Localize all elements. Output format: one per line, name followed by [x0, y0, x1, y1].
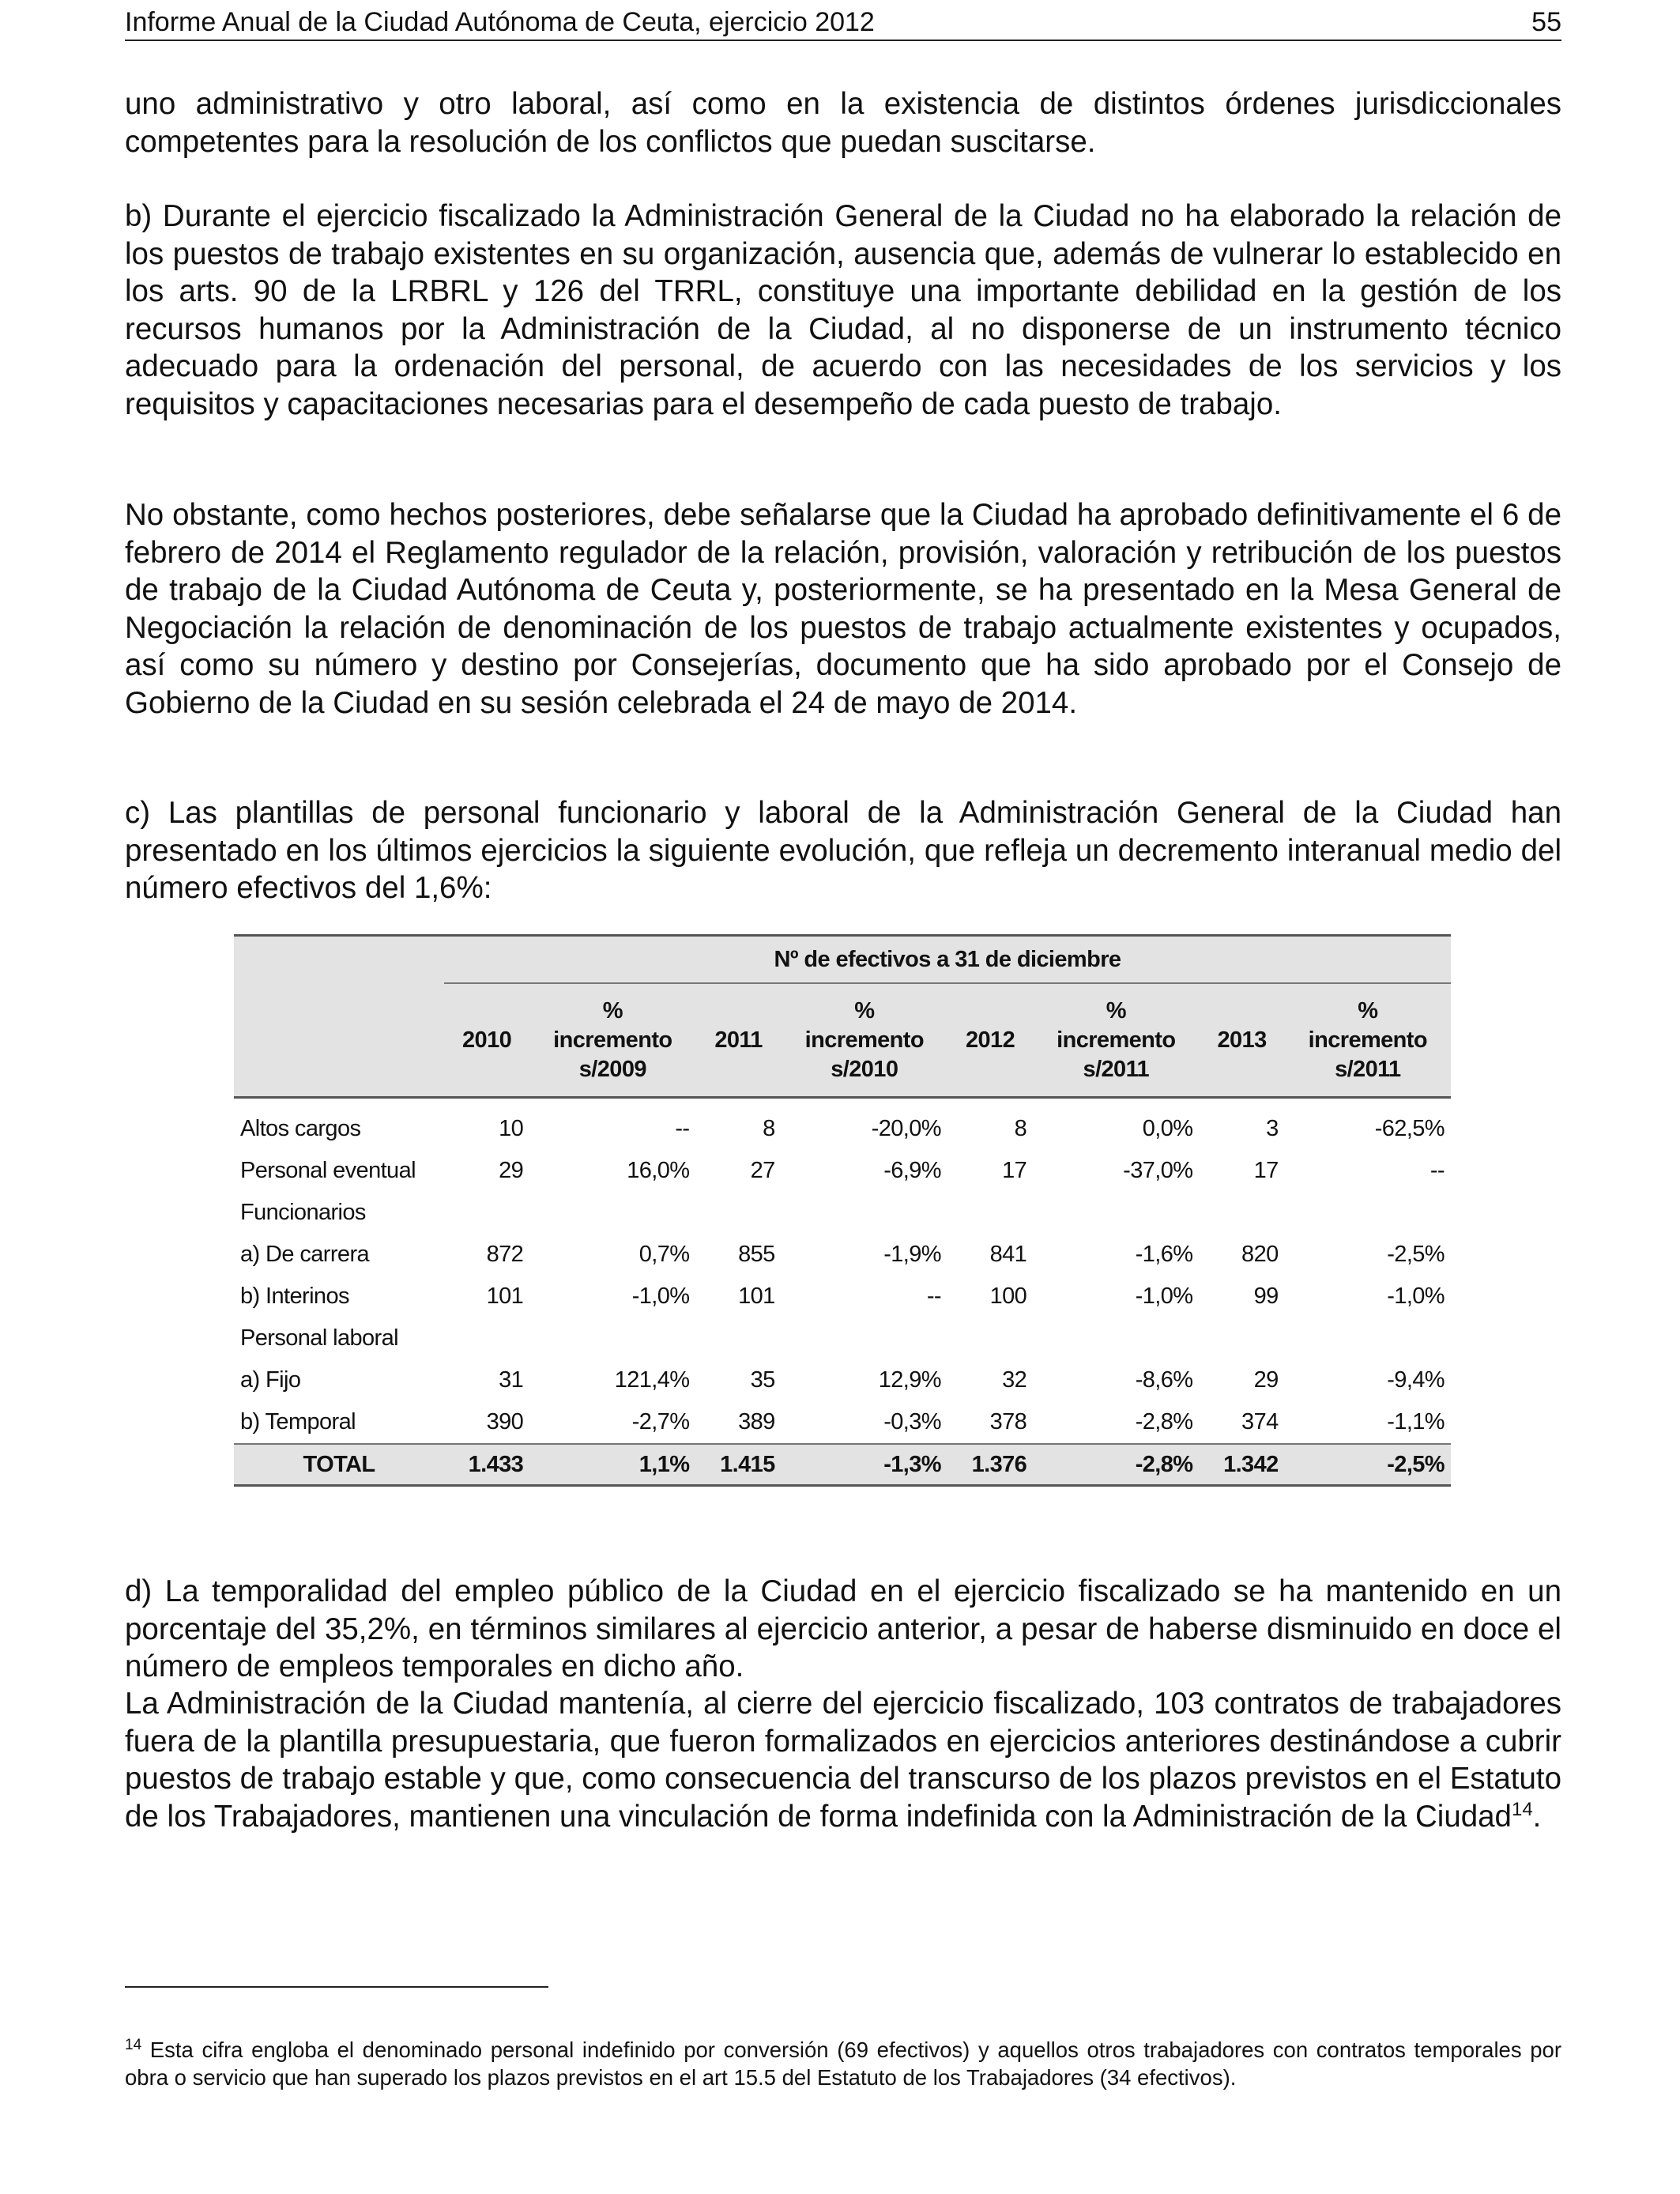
table-cell: 101 — [486, 1284, 524, 1309]
column-header-line: % — [602, 997, 623, 1023]
table-cell: 17 — [1002, 1158, 1027, 1183]
total-cell: -1,3% — [782, 1444, 947, 1486]
group-header: Nº de efectivos a 31 de diciembre — [444, 936, 1451, 984]
row-label: b) Temporal — [240, 1409, 356, 1434]
table-cell: -1,0% — [1387, 1284, 1445, 1309]
table-cell — [1285, 1318, 1451, 1359]
table-cell: 855 — [738, 1242, 775, 1267]
table-cell: 100 — [989, 1284, 1027, 1309]
table-cell — [695, 1192, 781, 1234]
table-cell — [947, 1318, 1033, 1359]
table-header — [234, 936, 1451, 1098]
column-header-line: incremento — [1057, 1027, 1176, 1053]
table-cell: 17 — [1253, 1158, 1279, 1183]
table-cell: 374 — [1241, 1409, 1279, 1434]
table-cell — [444, 1192, 529, 1234]
table-row — [234, 1108, 1451, 1150]
total-cell: 1,1% — [529, 1444, 695, 1486]
table-cell — [1199, 1318, 1284, 1359]
paragraph-b: b) Durante el ejercicio fiscalizado la Administración General de la Ciudad no ha elaborado la relación de los puestos de trabajo existentes en su organización, ausencia que, además de vulnerar lo establecido en los arts. 90 de la LRBRL y 126 del TRRL, constituye una importante debilidad en la gestión de los recursos humanos por la Administración de la Ciudad, al no disponerse de un instrumento técnico adecuado para la ordenación del personal, de acuerdo con las necesidades de los servicios y los requisitos y capacitaciones necesarias para el desempeño de cada puesto de trabajo. — [125, 199, 1561, 421]
column-header-line: s/2011 — [1335, 1056, 1401, 1082]
column-header — [782, 983, 947, 1098]
table-cell: 101 — [738, 1284, 775, 1309]
table-cell: 99 — [1253, 1284, 1279, 1309]
column-header — [1033, 983, 1199, 1098]
table-body — [234, 1098, 1451, 1486]
column-header-line: s/2009 — [578, 1056, 646, 1082]
row-label: Funcionarios — [240, 1200, 366, 1225]
table-cell — [1199, 1192, 1284, 1234]
column-header — [1199, 983, 1284, 1098]
table-row — [234, 1150, 1451, 1192]
table-cell: -8,6% — [1135, 1367, 1193, 1393]
column-header-line: 2010 — [462, 1027, 512, 1053]
table-cell: 378 — [989, 1409, 1027, 1434]
footnote-text: Esta cifra engloba el denominado personal indefinido por conversión (69 efectivos) y aquellos otros trabajadores con contratos temporales por obra o servicio que han superado los plazos previstos en el art 15.5 del Estatuto de los Trabajadores (34 efectivos). — [125, 2038, 1561, 2090]
table-cell: 872 — [486, 1242, 524, 1267]
table-cell: -1,1% — [1387, 1409, 1445, 1434]
row-label: Personal laboral — [240, 1325, 398, 1351]
column-header — [1285, 983, 1451, 1098]
table-cell: 10 — [499, 1116, 524, 1141]
table-cell: 820 — [1241, 1242, 1279, 1267]
table-cell: 16,0% — [627, 1158, 690, 1183]
paragraph-hechos-posteriores: No obstante, como hechos posteriores, debe señalarse que la Ciudad ha aprobado definitivamente el 6 de febrero de 2014 el Reglamento regulador de la relación, provisión, valoración y retribución de los puestos de trabajo de la Ciudad Autónoma de Ceuta y, posteriormente, se ha presentado en la Mesa General de Negociación la relación de denominación de los puestos de trabajo actualmente existentes y ocupados, así como su número y destino por Consejerías, documento que ha sido aprobado por el Consejo de Gobierno de la Ciudad en su sesión celebrada el 24 de mayo de 2014. — [125, 498, 1561, 720]
column-header-line: incremento — [553, 1027, 672, 1053]
column-header-line: incremento — [804, 1027, 924, 1053]
table-cell: -- — [1430, 1158, 1445, 1183]
table-cell: 0,7% — [638, 1242, 690, 1267]
row-spacer — [234, 1098, 1451, 1109]
staff-evolution-table — [234, 934, 1451, 1487]
table-cell — [444, 1318, 529, 1359]
column-header-line: incremento — [1308, 1027, 1427, 1053]
column-header-line: % — [854, 997, 875, 1023]
column-header — [529, 983, 695, 1098]
column-header-line: 2011 — [714, 1027, 763, 1053]
table-cell: -2,8% — [1135, 1409, 1193, 1434]
table-row — [234, 1359, 1451, 1401]
table-cell: -37,0% — [1123, 1158, 1193, 1183]
table-cell: -- — [675, 1116, 690, 1141]
column-header-line: % — [1106, 997, 1126, 1023]
page-header — [125, 5, 1561, 41]
table-cell — [695, 1318, 781, 1359]
page-number: 55 — [1531, 7, 1561, 37]
total-cell: -2,8% — [1033, 1444, 1199, 1486]
paragraph-d: d) La temporalidad del empleo público de la Ciudad en el ejercicio fiscalizado se ha mantenido en un porcentaje del 35,2%, en términos similares al ejercicio anterior, a pesar de haberse disminuido en doce el número de empleos temporales en dicho año. — [125, 1574, 1561, 1683]
table-cell: 841 — [989, 1242, 1027, 1267]
table-cell — [529, 1192, 695, 1234]
column-header-line: 2013 — [1217, 1027, 1267, 1053]
paragraph-c: c) Las plantillas de personal funcionario y laboral de la Administración General de la Ciudad han presentado en los últimos ejercicios la siguiente evolución, que refleja un decremento interanual medio del número efectivos del 1,6%: — [125, 796, 1561, 905]
table-row — [234, 1234, 1451, 1276]
total-cell: 1.433 — [444, 1444, 529, 1486]
table-cell: -- — [926, 1284, 941, 1309]
row-label: Personal eventual — [240, 1158, 416, 1183]
table-cell: -9,4% — [1387, 1367, 1445, 1393]
total-cell: 1.415 — [695, 1444, 781, 1486]
paragraph-contratos: La Administración de la Ciudad mantenía, al cierre del ejercicio fiscalizado, 103 contratos de trabajadores fuera de la plantilla presupuestaria, que fueron formalizados en ejercicios anteriores destinándose a cubrir puestos de trabajo estable y que, como consecuencia del transcurso de los plazos previstos en el Estatuto de los Trabajadores, mantienen una vinculación de forma indefinida con la Administración de la Ciudad$^{14}$. — [125, 1687, 1561, 1834]
table-cell: 29 — [499, 1158, 524, 1183]
table-cell: -1,9% — [883, 1242, 941, 1267]
table-cell — [782, 1318, 947, 1359]
table-row — [234, 1401, 1451, 1444]
total-cell: 1.342 — [1199, 1444, 1284, 1486]
column-header-line: s/2010 — [831, 1056, 898, 1082]
table-cell: -1,6% — [1135, 1242, 1193, 1267]
row-label: a) De carrera — [240, 1242, 370, 1267]
table-row — [234, 1276, 1451, 1318]
row-label: a) Fijo — [240, 1367, 301, 1393]
column-header-line: % — [1358, 997, 1378, 1023]
table-cell: -20,0% — [871, 1116, 941, 1141]
table-cell: -2,5% — [1387, 1242, 1445, 1267]
table-cell — [529, 1318, 695, 1359]
paragraph-intro: uno administrativo y otro laboral, así como en la existencia de distintos órdenes jurisdiccionales competentes para la resolución de los conflictos que puedan suscitarse. — [125, 87, 1561, 159]
footnote-number: 14 — [125, 2036, 142, 2053]
table-cell: 8 — [763, 1116, 775, 1141]
table-cell: -2,7% — [631, 1409, 690, 1434]
paragraph-contratos-text: La Administración de la Ciudad mantenía, al cierre del ejercicio fiscalizado, 103 contratos de trabajadores fuera de la plantilla presupuestaria, que fueron formalizados en ejercicios anteriores destinándose a cubrir puestos de trabajo estable y que, como consecuencia del transcurso de los plazos previstos en el Estatuto de los Trabajadores, mantienen una vinculación de forma indefinida con la Administración de la Ciudad — [125, 1687, 1561, 1834]
total-cell: -2,5% — [1285, 1444, 1451, 1486]
table-cell — [1033, 1318, 1199, 1359]
table-cell: -1,0% — [631, 1284, 690, 1309]
row-label: Altos cargos — [240, 1116, 361, 1141]
column-header — [947, 983, 1033, 1098]
table-cell — [782, 1192, 947, 1234]
table-cell: -6,9% — [883, 1158, 941, 1183]
table-cell: 32 — [1002, 1367, 1027, 1393]
table-row — [234, 1192, 1451, 1234]
table-cell: 35 — [750, 1367, 775, 1393]
table-cell: -0,3% — [883, 1409, 941, 1434]
table-cell: -62,5% — [1374, 1116, 1445, 1141]
row-label: b) Interinos — [240, 1284, 349, 1309]
header-blank-cell — [234, 936, 444, 1098]
footnote — [125, 2036, 1561, 2091]
table-cell: 12,9% — [878, 1367, 941, 1393]
column-header-line: s/2011 — [1083, 1056, 1150, 1082]
column-header-line: 2012 — [966, 1027, 1015, 1053]
table-cell — [1285, 1192, 1451, 1234]
total-cell: 1.376 — [947, 1444, 1033, 1486]
table-cell: 0,0% — [1142, 1116, 1193, 1141]
header-title: Informe Anual de la Ciudad Autónoma de Ceuta, ejercicio 2012 — [125, 7, 875, 37]
table-cell: 121,4% — [614, 1367, 690, 1393]
footnote-reference: 14 — [1511, 1798, 1533, 1820]
table-cell: 3 — [1266, 1116, 1279, 1141]
footnote-divider — [125, 1986, 548, 1988]
table-cell: 29 — [1253, 1367, 1279, 1393]
table-cell — [947, 1192, 1033, 1234]
table-cell — [1033, 1192, 1199, 1234]
total-label: TOTAL — [234, 1444, 444, 1486]
table-cell: -1,0% — [1135, 1284, 1193, 1309]
column-header — [444, 983, 529, 1098]
column-header — [695, 983, 781, 1098]
table-cell: 27 — [750, 1158, 775, 1183]
table-cell: 390 — [486, 1409, 524, 1434]
total-row — [234, 1444, 1451, 1486]
table-cell: 389 — [738, 1409, 775, 1434]
table-row — [234, 1318, 1451, 1359]
table-cell: 8 — [1014, 1116, 1027, 1141]
table-cell: 31 — [499, 1367, 524, 1393]
